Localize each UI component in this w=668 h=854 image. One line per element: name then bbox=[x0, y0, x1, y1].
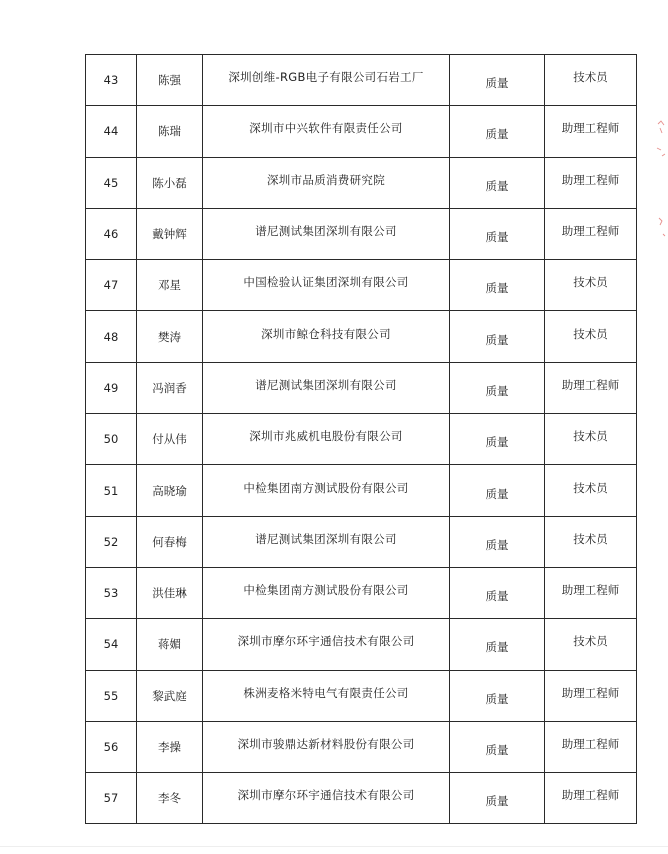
specialty-text: 质量 bbox=[485, 486, 509, 501]
job-title bbox=[545, 311, 637, 362]
specialty-field bbox=[450, 106, 545, 157]
job-title-text: 助理工程师 bbox=[561, 583, 620, 598]
table-row bbox=[86, 670, 637, 721]
company-text: 深圳市鲸仓科技有限公司 bbox=[261, 326, 391, 341]
job-title-text: 技术员 bbox=[573, 429, 608, 444]
specialty-field bbox=[450, 670, 545, 721]
row-number: 48 bbox=[86, 311, 137, 362]
specialty-field bbox=[450, 157, 545, 208]
table-row bbox=[86, 208, 637, 259]
row-number: 52 bbox=[86, 516, 137, 567]
company-name bbox=[203, 465, 450, 516]
specialty-text: 质量 bbox=[485, 383, 509, 398]
row-number: 46 bbox=[86, 208, 137, 259]
specialty-field bbox=[450, 516, 545, 567]
table-row bbox=[86, 157, 637, 208]
job-title-text: 技术员 bbox=[573, 326, 608, 341]
row-number: 44 bbox=[86, 106, 137, 157]
person-name: 李冬 bbox=[137, 773, 203, 824]
specialty-field bbox=[450, 311, 545, 362]
row-number: 54 bbox=[86, 619, 137, 670]
table-row bbox=[86, 55, 637, 106]
job-title bbox=[545, 619, 637, 670]
company-text: 深圳市中兴软件有限责任公司 bbox=[249, 121, 403, 136]
specialty-text: 质量 bbox=[485, 640, 509, 655]
company-text: 中检集团南方测试股份有限公司 bbox=[243, 583, 409, 598]
company-text: 株洲麦格米特电气有限责任公司 bbox=[243, 685, 409, 700]
row-number: 56 bbox=[86, 721, 137, 772]
table-row bbox=[86, 106, 637, 157]
specialty-text: 质量 bbox=[485, 435, 509, 450]
job-title-text: 技术员 bbox=[573, 480, 608, 495]
row-number: 50 bbox=[86, 414, 137, 465]
row-number: 45 bbox=[86, 157, 137, 208]
job-title-text: 技术员 bbox=[573, 70, 608, 85]
table-row bbox=[86, 362, 637, 413]
specialty-field bbox=[450, 721, 545, 772]
company-text: 深圳市摩尔环宇通信技术有限公司 bbox=[237, 634, 415, 649]
specialty-text: 质量 bbox=[485, 537, 509, 552]
person-name: 陈小磊 bbox=[137, 157, 203, 208]
specialty-text: 质量 bbox=[485, 178, 509, 193]
job-title bbox=[545, 465, 637, 516]
row-number: 49 bbox=[86, 362, 137, 413]
specialty-field bbox=[450, 567, 545, 618]
company-name bbox=[203, 260, 450, 311]
table-row bbox=[86, 311, 637, 362]
job-title-text: 助理工程师 bbox=[561, 224, 620, 239]
company-text: 谱尼测试集团深圳有限公司 bbox=[255, 377, 397, 392]
specialty-text: 质量 bbox=[485, 127, 509, 142]
specialty-field bbox=[450, 362, 545, 413]
table-row bbox=[86, 721, 637, 772]
job-title bbox=[545, 106, 637, 157]
job-title bbox=[545, 55, 637, 106]
person-name: 蒋媚 bbox=[137, 619, 203, 670]
company-text: 深圳市骏鼎达新材料股份有限公司 bbox=[237, 737, 415, 751]
specialty-text: 质量 bbox=[485, 76, 509, 91]
job-title-text: 助理工程师 bbox=[561, 121, 620, 136]
specialty-text: 质量 bbox=[485, 230, 509, 245]
company-name bbox=[203, 55, 450, 106]
company-name bbox=[203, 619, 450, 670]
person-name: 李操 bbox=[137, 721, 203, 772]
company-name bbox=[203, 567, 450, 618]
person-name: 付从伟 bbox=[137, 414, 203, 465]
company-text: 中国检验认证集团深圳有限公司 bbox=[243, 275, 409, 290]
table-row bbox=[86, 414, 637, 465]
job-title-text: 技术员 bbox=[573, 634, 608, 649]
table-row bbox=[86, 773, 637, 824]
person-name: 冯润香 bbox=[137, 362, 203, 413]
job-title bbox=[545, 773, 637, 824]
job-title bbox=[545, 721, 637, 772]
specialty-text: 质量 bbox=[485, 281, 509, 296]
margin-seal-marks bbox=[654, 100, 668, 260]
job-title bbox=[545, 157, 637, 208]
person-name: 何春梅 bbox=[137, 516, 203, 567]
job-title-text: 助理工程师 bbox=[561, 172, 620, 187]
specialty-text: 质量 bbox=[485, 589, 509, 604]
company-name bbox=[203, 208, 450, 259]
specialty-field bbox=[450, 208, 545, 259]
row-number: 55 bbox=[86, 670, 137, 721]
job-title-text: 技术员 bbox=[573, 531, 608, 546]
job-title bbox=[545, 670, 637, 721]
person-name: 樊涛 bbox=[137, 311, 203, 362]
person-name: 邓星 bbox=[137, 260, 203, 311]
person-name: 戴钟辉 bbox=[137, 208, 203, 259]
specialty-field bbox=[450, 465, 545, 516]
row-number: 51 bbox=[86, 465, 137, 516]
row-number: 43 bbox=[86, 55, 137, 106]
row-number: 57 bbox=[86, 773, 137, 824]
job-title bbox=[545, 362, 637, 413]
table-row bbox=[86, 465, 637, 516]
company-name bbox=[203, 414, 450, 465]
person-name: 黎武庭 bbox=[137, 670, 203, 721]
company-name bbox=[203, 157, 450, 208]
person-name: 陈瑞 bbox=[137, 106, 203, 157]
specialty-text: 质量 bbox=[485, 691, 509, 706]
company-name bbox=[203, 773, 450, 824]
specialty-text: 质量 bbox=[485, 794, 509, 809]
job-title bbox=[545, 260, 637, 311]
row-number: 47 bbox=[86, 260, 137, 311]
specialty-field bbox=[450, 414, 545, 465]
company-name bbox=[203, 516, 450, 567]
job-title-text: 助理工程师 bbox=[561, 685, 620, 700]
company-name bbox=[203, 721, 450, 772]
job-title-text: 技术员 bbox=[573, 275, 608, 290]
personnel-table-body bbox=[86, 55, 637, 824]
specialty-field bbox=[450, 55, 545, 106]
person-name: 高晓瑜 bbox=[137, 465, 203, 516]
company-name bbox=[203, 106, 450, 157]
company-text: 谱尼测试集团深圳有限公司 bbox=[255, 224, 397, 239]
specialty-field bbox=[450, 619, 545, 670]
job-title bbox=[545, 567, 637, 618]
table-row bbox=[86, 260, 637, 311]
specialty-text: 质量 bbox=[485, 743, 509, 757]
company-text: 深圳创维-RGB电子有限公司石岩工厂 bbox=[228, 70, 424, 85]
company-text: 深圳市品质消费研究院 bbox=[267, 172, 385, 187]
specialty-text: 质量 bbox=[485, 332, 509, 347]
company-name bbox=[203, 670, 450, 721]
job-title-text: 助理工程师 bbox=[561, 377, 620, 392]
personnel-table bbox=[85, 54, 637, 824]
job-title-text: 助理工程师 bbox=[561, 788, 620, 803]
person-name: 洪佳琳 bbox=[137, 567, 203, 618]
company-name bbox=[203, 311, 450, 362]
job-title bbox=[545, 414, 637, 465]
table-row bbox=[86, 619, 637, 670]
job-title bbox=[545, 516, 637, 567]
job-title bbox=[545, 208, 637, 259]
job-title-text: 助理工程师 bbox=[561, 737, 620, 751]
person-name: 陈强 bbox=[137, 55, 203, 106]
company-text: 深圳市摩尔环宇通信技术有限公司 bbox=[237, 788, 415, 803]
row-number: 53 bbox=[86, 567, 137, 618]
specialty-field bbox=[450, 260, 545, 311]
company-text: 谱尼测试集团深圳有限公司 bbox=[255, 531, 397, 546]
table-row bbox=[86, 516, 637, 567]
seal-fragment-icon bbox=[657, 121, 665, 236]
table-row bbox=[86, 567, 637, 618]
page-bottom-edge bbox=[0, 846, 668, 847]
company-name bbox=[203, 362, 450, 413]
company-text: 深圳市兆威机电股份有限公司 bbox=[249, 429, 403, 444]
specialty-field bbox=[450, 773, 545, 824]
company-text: 中检集团南方测试股份有限公司 bbox=[243, 480, 409, 495]
